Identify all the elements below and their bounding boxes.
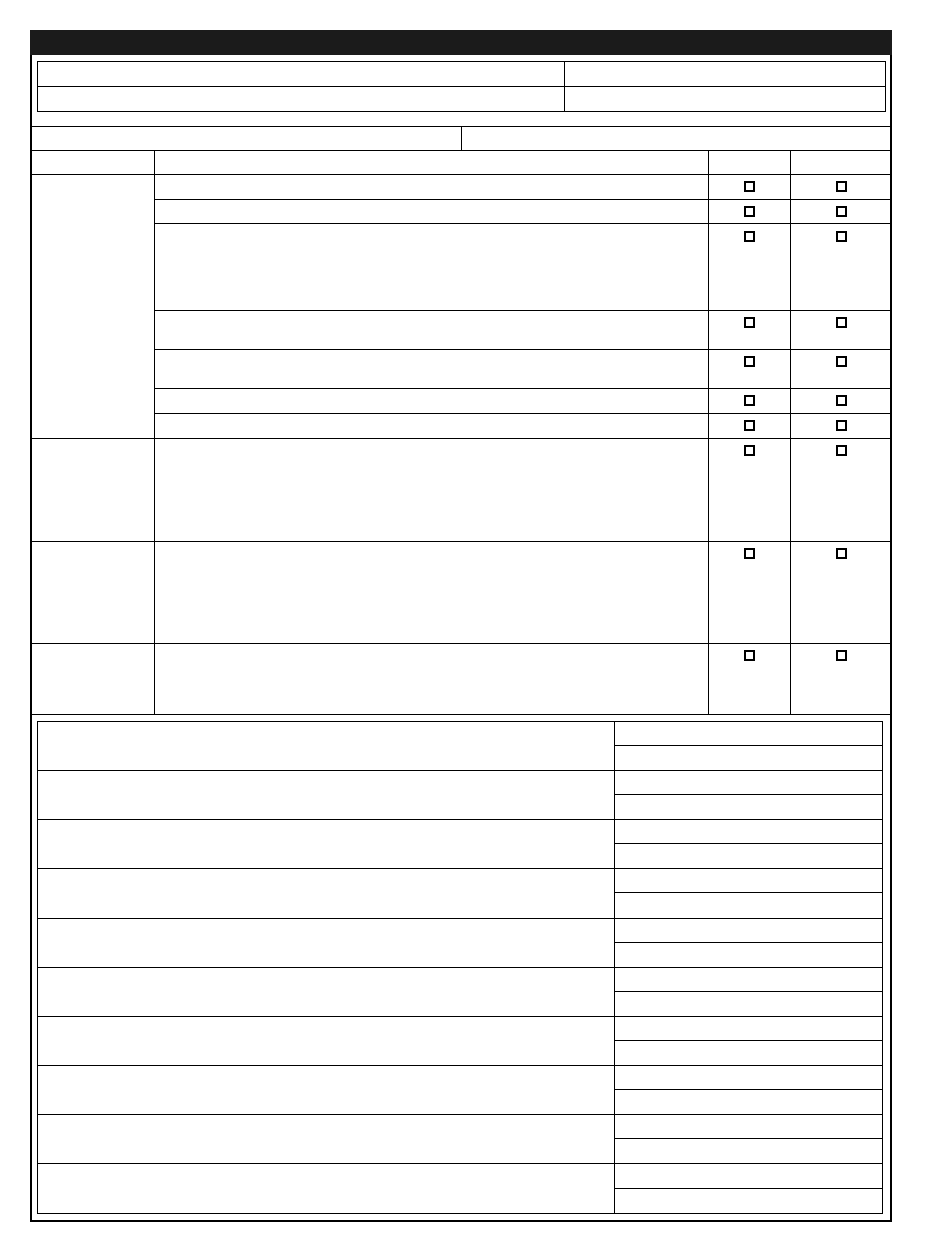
row-8-option-2-checkbox[interactable]	[836, 445, 847, 456]
top-field-2[interactable]	[569, 66, 881, 84]
row-5-option-2-checkbox[interactable]	[836, 356, 847, 367]
row-6-option-1-checkbox[interactable]	[744, 395, 755, 406]
row-9-option-1-checkbox[interactable]	[744, 548, 755, 559]
row-3-option-1-checkbox[interactable]	[744, 231, 755, 242]
row-4-option-2-checkbox[interactable]	[836, 317, 847, 328]
row-6-option-2-checkbox[interactable]	[836, 395, 847, 406]
row-9-option-2-checkbox[interactable]	[836, 548, 847, 559]
info-field-1[interactable]	[35, 130, 455, 146]
row-7-option-1-checkbox[interactable]	[744, 420, 755, 431]
top-field-4[interactable]	[569, 91, 881, 109]
top-field-3[interactable]	[41, 91, 559, 109]
row-1-option-1-checkbox[interactable]	[744, 181, 755, 192]
row-2-option-1-checkbox[interactable]	[744, 206, 755, 217]
row-10-option-1-checkbox[interactable]	[744, 650, 755, 661]
row-4-option-1-checkbox[interactable]	[744, 317, 755, 328]
row-10-option-2-checkbox[interactable]	[836, 650, 847, 661]
top-field-1[interactable]	[41, 66, 559, 84]
row-2-option-2-checkbox[interactable]	[836, 206, 847, 217]
info-field-2[interactable]	[466, 130, 886, 146]
row-8-option-1-checkbox[interactable]	[744, 445, 755, 456]
row-7-option-2-checkbox[interactable]	[836, 420, 847, 431]
form-header-bar	[30, 30, 892, 55]
row-3-option-2-checkbox[interactable]	[836, 231, 847, 242]
row-1-option-2-checkbox[interactable]	[836, 181, 847, 192]
row-5-option-1-checkbox[interactable]	[744, 356, 755, 367]
